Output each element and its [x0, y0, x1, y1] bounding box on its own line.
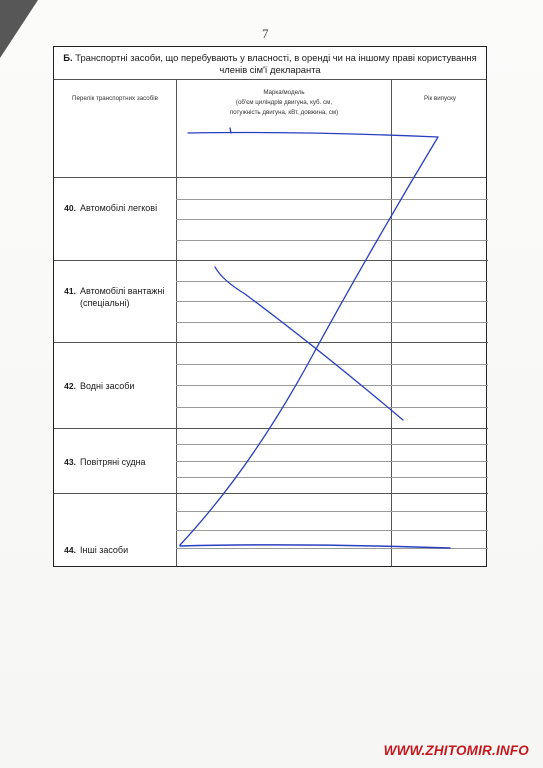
column-header-year: Рік випуску [391, 80, 488, 179]
row-number: 44. [64, 545, 76, 555]
section-letter: Б. [63, 52, 73, 63]
row-number: 40. [64, 203, 76, 213]
brand-header-line1: Марка/модель [263, 89, 305, 96]
row-label: Повітряні судна [80, 457, 146, 467]
ink-cross-stroke [215, 267, 403, 420]
column-header-list: Перелік транспортних засобів [72, 95, 158, 102]
ink-top-stroke [188, 133, 438, 138]
section-title: Транспортні засоби, що перебувають у власності, в оренді чи на іншому праві користування членів сім'ї декларанта [75, 52, 477, 75]
brand-header-line3: потужність двигуна, кВт, довжина, см) [229, 109, 339, 116]
row-number: 42. [64, 381, 76, 391]
row-label: Автомобілі вантажні (спеціальні) [80, 286, 165, 308]
ink-bottom-stroke [180, 545, 450, 548]
row-number: 43. [64, 457, 76, 467]
row-number: 41. [64, 286, 76, 296]
row-label: Автомобілі легкові [80, 203, 158, 213]
row-label: Водні засоби [80, 381, 135, 391]
site-watermark: WWW.ZHITOMIR.INFO [383, 743, 529, 758]
ink-diagonal-stroke [180, 137, 438, 545]
row-label: Інші засоби [80, 545, 129, 555]
brand-header-line2: (об'єм циліндрів двигуна, куб. см, [235, 99, 333, 106]
page-number: 7 [262, 26, 269, 41]
